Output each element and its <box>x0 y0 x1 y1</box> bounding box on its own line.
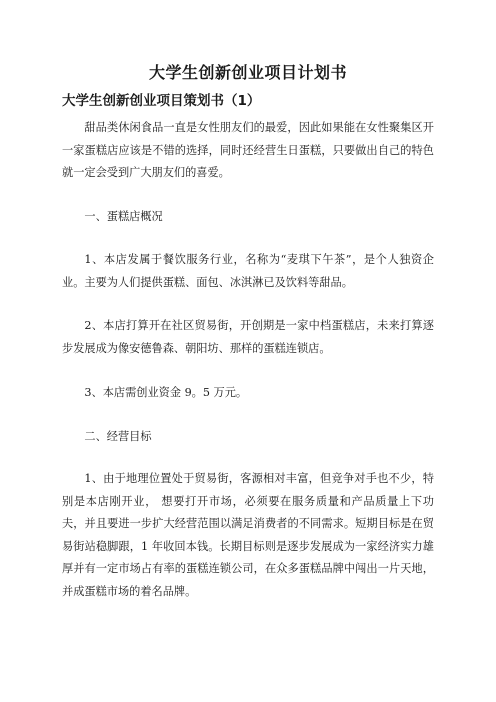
section2-item1: 1、由于地理位置处于贸易街，客源相对丰富，但竞争对手也不少，特别是本店刚开业， 想要打开市场，必须要在服务质量和产品质量上下功夫，并且要进一步扩大经营范围以满足消费者的不同需求。短期目标是在贸易街站稳脚跟，1 年收回本钱。长期目标则是逐步发展成为一家经济实力雄厚并有一定市场占有率的蛋糕连锁公司，在众多蛋糕品牌中闯出一片天地，并成蛋糕市场的着名品牌。 <box>62 472 434 598</box>
section1-item3: 3、本店需创业资金 9。5 万元。 <box>84 386 248 399</box>
intro-paragraph: 甜品类休闲食品一直是女性朋友们的最爱，因此如果能在女性聚集区开一家蛋糕店应该是不错的选择，同时还经营生日蛋糕，只要做出自己的特色就一定会受到广大朋友们的喜爱。 <box>62 121 434 179</box>
section1-item2: 2、本店打算开在社区贸易街，开创期是一家中档蛋糕店，未来打算逐步发展成为像安德鲁森、朝阳坊、那样的蛋糕连锁店。 <box>62 319 434 355</box>
document-title: 大学生创新创业项目计划书 <box>148 63 347 82</box>
section1-heading: 一、蛋糕店概况 <box>84 210 163 223</box>
section2-heading: 二、经营目标 <box>84 430 152 443</box>
document-subtitle: 大学生创新创业项目策划书（1） <box>62 93 261 109</box>
section1-item1: 1、本店发属于餐饮服务行业，名称为“麦琪下午茶”，是个人独资企业。主要为人们提供蛋糕、面包、冰淇淋已及饮料等甜品。 <box>62 253 434 289</box>
